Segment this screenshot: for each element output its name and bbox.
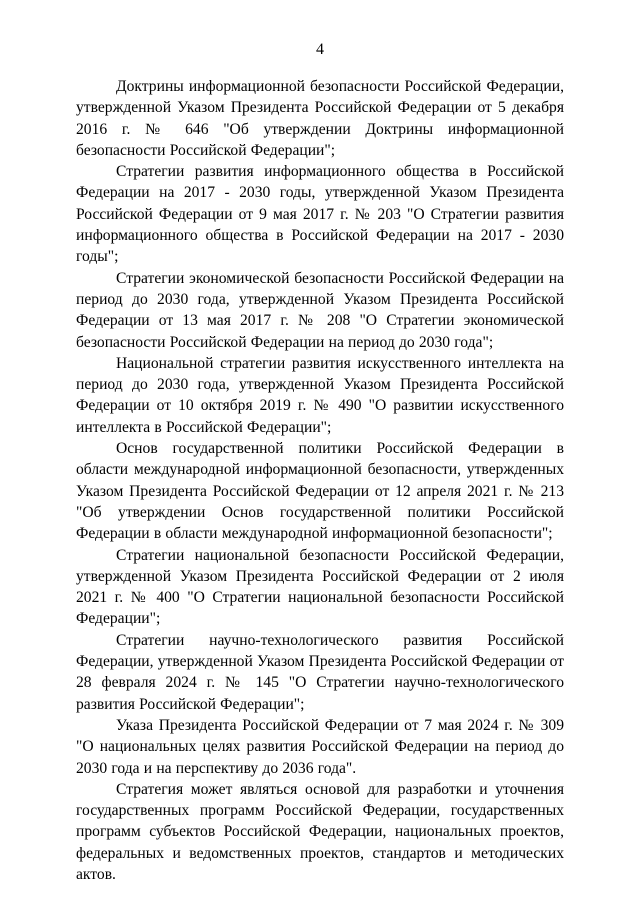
paragraph-national-security-strategy: Стратегии национальной безопасности Российской Федерации, утвержденной Указом Президента Российской Федерации от 2 июля 2021 г. № 400 "О Стратегии национальной безопасности Российской Федерации";: [76, 546, 564, 628]
page-number: 4: [316, 41, 324, 58]
paragraph-strategy-basis: Стратегия может являться основой для разработки и уточнения государственных программ Российской Федерации, государственных программ субъектов Российской Федерации, национальных проектов, федеральных и ведомственных проектов, стандартов и методических актов.: [76, 780, 564, 883]
document-body: [76, 76, 564, 885]
paragraph-international-security-policy: Основ государственной политики Российской Федерации в области международной информационной безопасности, утвержденных Указом Президента Российской Федерации от 12 апреля 2021 г. № 213 "Об утверждении Основ государственной политики Российской Федерации в области международной информационной безопасности";: [76, 440, 564, 543]
paragraph-scientific-technological-strategy: Стратегии научно-технологического развития Российской Федерации, утвержденной Указом Президента Российской Федерации от 28 февраля 2024 г. № 145 "О Стратегии научно-технологического развития Российской Федерации";: [76, 631, 564, 713]
paragraph-information-society-strategy: Стратегии развития информационного общества в Российской Федерации на 2017 - 2030 годы, утвержденной Указом Президента Российской Федерации от 9 мая 2017 г. № 203 "О Стратегии развития информационного общества в Российской Федерации на 2017 - 2030 годы";: [76, 163, 564, 266]
paragraph-information-security-doctrine: Доктрины информационной безопасности Российской Федерации, утвержденной Указом Президента Российской Федерации от 5 декабря 2016 г. № 646 "Об утверждении Доктрины информационной безопасности Российской Федерации";: [76, 78, 564, 159]
paragraph-national-goals-decree: Указа Президента Российской Федерации от 7 мая 2024 г. № 309 "О национальных целях развития Российской Федерации на период до 2030 года и на перспективу до 2036 года".: [76, 716, 564, 777]
paragraph-economic-security-strategy: Стратегии экономической безопасности Российской Федерации на период до 2030 года, утвержденной Указом Президента Российской Федерации от 13 мая 2017 г. № 208 "О Стратегии экономической безопасности Российской Федерации на период до 2030 года";: [76, 269, 564, 351]
paragraph-ai-strategy: Национальной стратегии развития искусственного интеллекта на период до 2030 года, утвержденной Указом Президента Российской Федерации от 10 октября 2019 г. № 490 "О развитии искусственного интеллекта в Российской Федерации";: [76, 354, 564, 436]
